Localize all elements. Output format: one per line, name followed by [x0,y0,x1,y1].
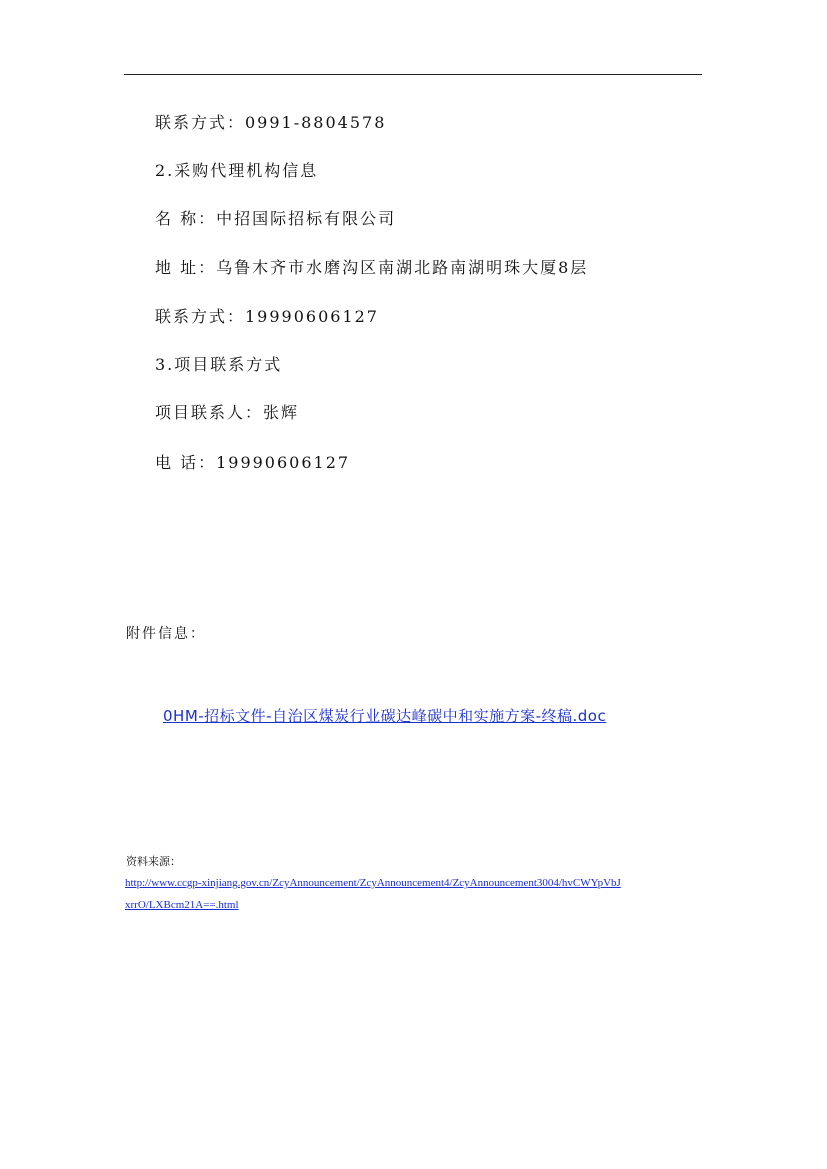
source-url-link-line1[interactable]: http://www.ccgp-xinjiang.gov.cn/ZcyAnnouncement/ZcyAnnouncement4/ZcyAnnouncement3004/hvCWYpVbJ [125,877,621,889]
agency-section-heading: 2.采购代理机构信息 [155,161,319,180]
source-label: 资料来源： [126,855,181,868]
attachments-title: 附件信息： [126,626,206,642]
project-phone-line: 电 话：19990606127 [155,453,351,472]
project-contact-person-line: 项目联系人：张辉 [155,403,300,422]
purchaser-contact-line: 联系方式：0991-8804578 [155,113,387,132]
source-url-link-line2[interactable]: xrrO/LXBcm21A==.html [125,899,239,911]
attachment-file-link[interactable]: 0HM-招标文件-自治区煤炭行业碳达峰碳中和实施方案-终稿.doc [163,707,607,725]
project-contact-heading: 3.项目联系方式 [155,355,283,374]
agency-name-line: 名 称：中招国际招标有限公司 [155,209,397,228]
header-rule [124,74,702,75]
agency-address-line: 地 址：乌鲁木齐市水磨沟区南湖北路南湖明珠大厦8层 [155,258,589,277]
agency-contact-line: 联系方式：19990606127 [155,307,379,326]
